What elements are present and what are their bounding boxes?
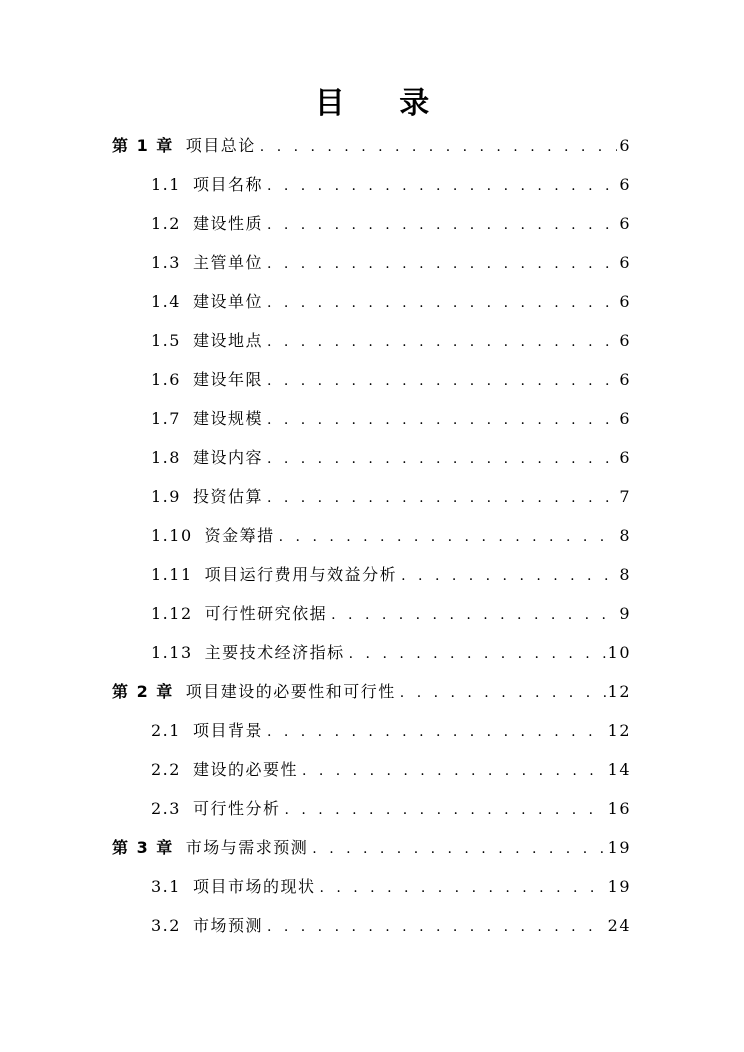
page-title: 目 录 — [314, 86, 452, 121]
toc-page-number: 6 — [619, 370, 631, 389]
toc-leader-dots — [267, 245, 617, 284]
toc-page-number: 6 — [619, 292, 631, 311]
toc-leader-dots — [267, 362, 617, 401]
toc-page-number: 8 — [619, 565, 631, 584]
toc-page-number: 24 — [607, 916, 631, 935]
toc-entry-title: 建设单位 — [192, 292, 263, 311]
toc-entry-title: 市场预测 — [192, 916, 263, 935]
toc-leader-dots — [260, 128, 618, 167]
toc-leader-dots — [267, 479, 617, 518]
toc-entry-title: 项目名称 — [192, 175, 263, 194]
toc-leader-dots — [312, 830, 605, 869]
toc-entry-label — [151, 555, 397, 594]
toc-entry-number: 1.8 — [151, 448, 181, 467]
toc-page-number: 6 — [619, 409, 631, 428]
toc-page-number: 16 — [607, 799, 631, 818]
toc-section-entry[interactable] — [0, 750, 744, 789]
toc-entry-number: 第 1 章 — [112, 136, 174, 155]
toc-entry-title: 市场与需求预测 — [185, 838, 309, 857]
toc-chapter-entry[interactable] — [0, 672, 744, 711]
toc-entry-number: 1.13 — [151, 643, 193, 662]
toc-entry-label — [151, 438, 263, 477]
toc-entry-title: 项目背景 — [192, 721, 263, 740]
toc-leader-dots — [319, 869, 605, 908]
toc-leader-dots — [302, 752, 606, 791]
toc-entry-number: 1.7 — [151, 409, 181, 428]
toc-leader-dots — [279, 518, 618, 557]
toc-page-number: 6 — [619, 175, 631, 194]
toc-page-number: 6 — [619, 214, 631, 233]
toc-entry-label — [151, 477, 263, 516]
toc-leader-dots — [284, 791, 605, 830]
toc-entry-number: 3.2 — [151, 916, 181, 935]
toc-section-entry[interactable] — [0, 399, 744, 438]
toc-entry-number: 1.11 — [151, 565, 193, 584]
toc-page-number: 19 — [607, 877, 631, 896]
toc-entry-number: 1.6 — [151, 370, 181, 389]
toc-section-entry[interactable] — [0, 438, 744, 477]
toc-leader-dots — [267, 284, 617, 323]
toc-leader-dots — [267, 908, 606, 947]
toc-section-entry[interactable] — [0, 477, 744, 516]
toc-page-number: 6 — [619, 331, 631, 350]
toc-section-entry[interactable] — [0, 906, 744, 945]
toc-section-entry[interactable] — [0, 633, 744, 672]
toc-entry-title: 主要技术经济指标 — [204, 643, 345, 662]
toc-entry-label — [151, 282, 263, 321]
toc-section-entry[interactable] — [0, 555, 744, 594]
toc-page-number: 6 — [619, 448, 631, 467]
toc-entry-label — [151, 789, 280, 828]
toc-entry-label — [151, 516, 275, 555]
toc-entry-title: 建设年限 — [192, 370, 263, 389]
toc-entry-title: 建设的必要性 — [192, 760, 298, 779]
toc-leader-dots — [267, 167, 617, 206]
toc-leader-dots — [267, 401, 617, 440]
toc-entry-number: 第 2 章 — [112, 682, 174, 701]
toc-leader-dots — [349, 635, 606, 674]
toc-entry-number: 1.4 — [151, 292, 181, 311]
toc-entry-title: 可行性分析 — [192, 799, 281, 818]
toc-entry-title: 项目运行费用与效益分析 — [204, 565, 398, 584]
toc-section-entry[interactable] — [0, 867, 744, 906]
toc-entry-number: 2.1 — [151, 721, 181, 740]
toc-entry-title: 建设内容 — [192, 448, 263, 467]
toc-entry-number: 第 3 章 — [112, 838, 174, 857]
toc-entry-title: 项目总论 — [185, 136, 256, 155]
toc-page-number: 9 — [619, 604, 631, 623]
toc-entry-number: 1.1 — [151, 175, 181, 194]
toc-entry-title: 可行性研究依据 — [204, 604, 328, 623]
toc-entry-number: 1.10 — [151, 526, 193, 545]
toc-section-entry[interactable] — [0, 165, 744, 204]
toc-leader-dots — [267, 713, 606, 752]
toc-page-number: 6 — [619, 253, 631, 272]
toc-leader-dots — [267, 206, 617, 245]
toc-entry-label — [151, 360, 263, 399]
toc-leader-dots — [401, 557, 617, 596]
toc-entry-title: 建设规模 — [192, 409, 263, 428]
toc-entry-number: 2.3 — [151, 799, 181, 818]
toc-entry-number: 1.2 — [151, 214, 181, 233]
toc-entry-label — [151, 750, 298, 789]
toc-section-entry[interactable] — [0, 711, 744, 750]
toc-leader-dots — [400, 674, 606, 713]
toc-entry-label — [151, 204, 263, 243]
toc-page-number: 8 — [619, 526, 631, 545]
toc-section-entry[interactable] — [0, 282, 744, 321]
toc-section-entry[interactable] — [0, 243, 744, 282]
toc-entry-title: 投资估算 — [192, 487, 263, 506]
toc-entry-number: 1.3 — [151, 253, 181, 272]
toc-entry-label — [151, 906, 263, 945]
toc-entry-title: 项目市场的现状 — [192, 877, 316, 896]
toc-entry-label — [151, 633, 345, 672]
toc-section-entry[interactable] — [0, 321, 744, 360]
toc-entry-label — [151, 165, 263, 204]
toc-entry-title: 建设性质 — [192, 214, 263, 233]
toc-chapter-entry[interactable] — [0, 828, 744, 867]
toc-entry-label — [112, 126, 256, 165]
toc-page-number: 6 — [619, 136, 631, 155]
toc-page-number: 12 — [607, 682, 631, 701]
toc-leader-dots — [267, 323, 617, 362]
toc-page-number: 14 — [607, 760, 631, 779]
toc-section-entry[interactable] — [0, 360, 744, 399]
toc-entry-label — [151, 711, 263, 750]
toc-leader-dots — [267, 440, 617, 479]
toc-entry-title: 资金筹措 — [204, 526, 275, 545]
toc-entry-number: 1.9 — [151, 487, 181, 506]
table-of-contents — [0, 126, 744, 945]
toc-entry-number: 2.2 — [151, 760, 181, 779]
toc-entry-title: 建设地点 — [192, 331, 263, 350]
toc-entry-title: 主管单位 — [192, 253, 263, 272]
toc-entry-label — [112, 672, 396, 711]
toc-entry-label — [151, 243, 263, 282]
toc-entry-label — [151, 594, 327, 633]
toc-leader-dots — [331, 596, 617, 635]
toc-page-number: 10 — [607, 643, 631, 662]
toc-entry-label — [151, 399, 263, 438]
toc-section-entry[interactable] — [0, 204, 744, 243]
toc-entry-title: 项目建设的必要性和可行性 — [185, 682, 396, 701]
toc-entry-number: 1.5 — [151, 331, 181, 350]
toc-entry-label — [112, 828, 308, 867]
toc-entry-number: 3.1 — [151, 877, 181, 896]
toc-section-entry[interactable] — [0, 789, 744, 828]
toc-entry-label — [151, 867, 315, 906]
toc-chapter-entry[interactable] — [0, 126, 744, 165]
toc-page-number: 19 — [607, 838, 631, 857]
toc-page-number: 7 — [619, 487, 631, 506]
toc-section-entry[interactable] — [0, 516, 744, 555]
toc-section-entry[interactable] — [0, 594, 744, 633]
toc-page-number: 12 — [607, 721, 631, 740]
toc-entry-label — [151, 321, 263, 360]
toc-entry-number: 1.12 — [151, 604, 193, 623]
